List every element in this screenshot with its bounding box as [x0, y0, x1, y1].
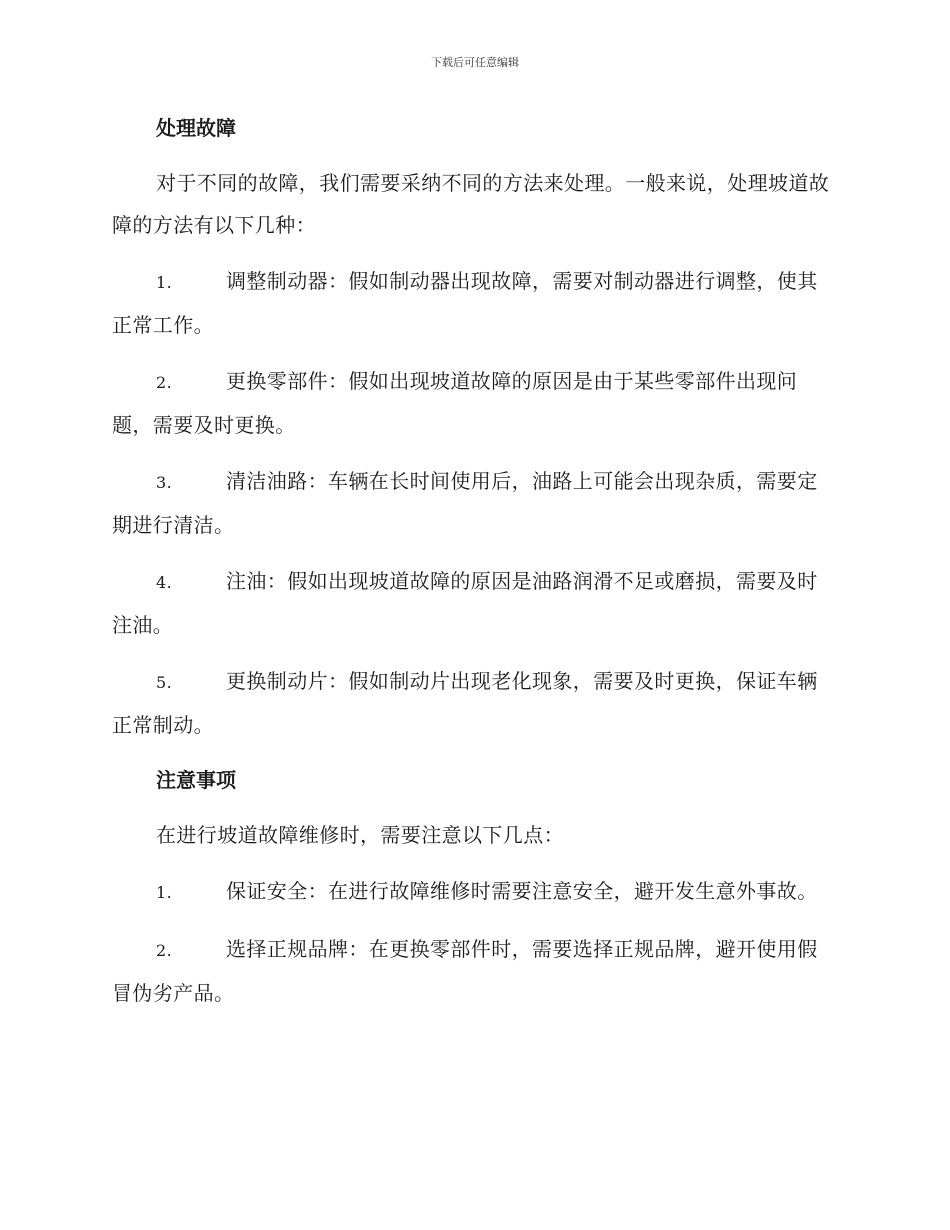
list-item-number: 2.	[156, 373, 173, 392]
document-body	[112, 108, 834, 1028]
section-intro-troubleshoot: 对于不同的故障，我们需要采纳不同的方法来处理。一般来说，处理坡道故障的方法有以下几种：	[112, 171, 830, 237]
list-item	[112, 260, 834, 346]
list-item-number: 4.	[156, 573, 173, 592]
list-item-text: 清洁油路：车辆在长时间使用后，油路上可能会出现杂质，需要定期进行清洁。	[112, 469, 818, 537]
list-item	[112, 870, 834, 914]
list-item	[112, 460, 834, 546]
list-item-number: 1.	[156, 273, 173, 292]
list-item	[112, 928, 834, 1014]
list-item-text: 保证安全：在进行故障维修时需要注意安全，避开发生意外事故。	[226, 879, 818, 903]
section-heading-troubleshoot: 处理故障	[156, 116, 236, 140]
header-note: 下载后可任意编辑	[431, 56, 519, 69]
list-item-number: 3.	[156, 473, 173, 492]
list-item	[112, 560, 834, 646]
section-heading-notes: 注意事项	[156, 768, 236, 792]
list-item-text: 更换制动片：假如制动片出现老化现象，需要及时更换，保证车辆正常制动。	[112, 669, 818, 737]
list-item-number: 5.	[156, 673, 173, 692]
list-item-number: 2.	[156, 941, 173, 960]
list-item	[112, 360, 834, 446]
list-item-text: 调整制动器：假如制动器出现故障，需要对制动器进行调整，使其正常工作。	[112, 269, 818, 337]
list-item-text: 选择正规品牌：在更换零部件时，需要选择正规品牌，避开使用假冒伪劣产品。	[112, 937, 818, 1005]
section-intro-notes: 在进行坡道故障维修时，需要注意以下几点：	[156, 823, 564, 847]
list-item-text: 更换零部件：假如出现坡道故障的原因是由于某些零部件出现问题，需要及时更换。	[112, 369, 798, 437]
list-item-text: 注油：假如出现坡道故障的原因是油路润滑不足或磨损，需要及时注油。	[112, 569, 818, 637]
list-item	[112, 660, 834, 746]
list-item-number: 1.	[156, 883, 173, 902]
